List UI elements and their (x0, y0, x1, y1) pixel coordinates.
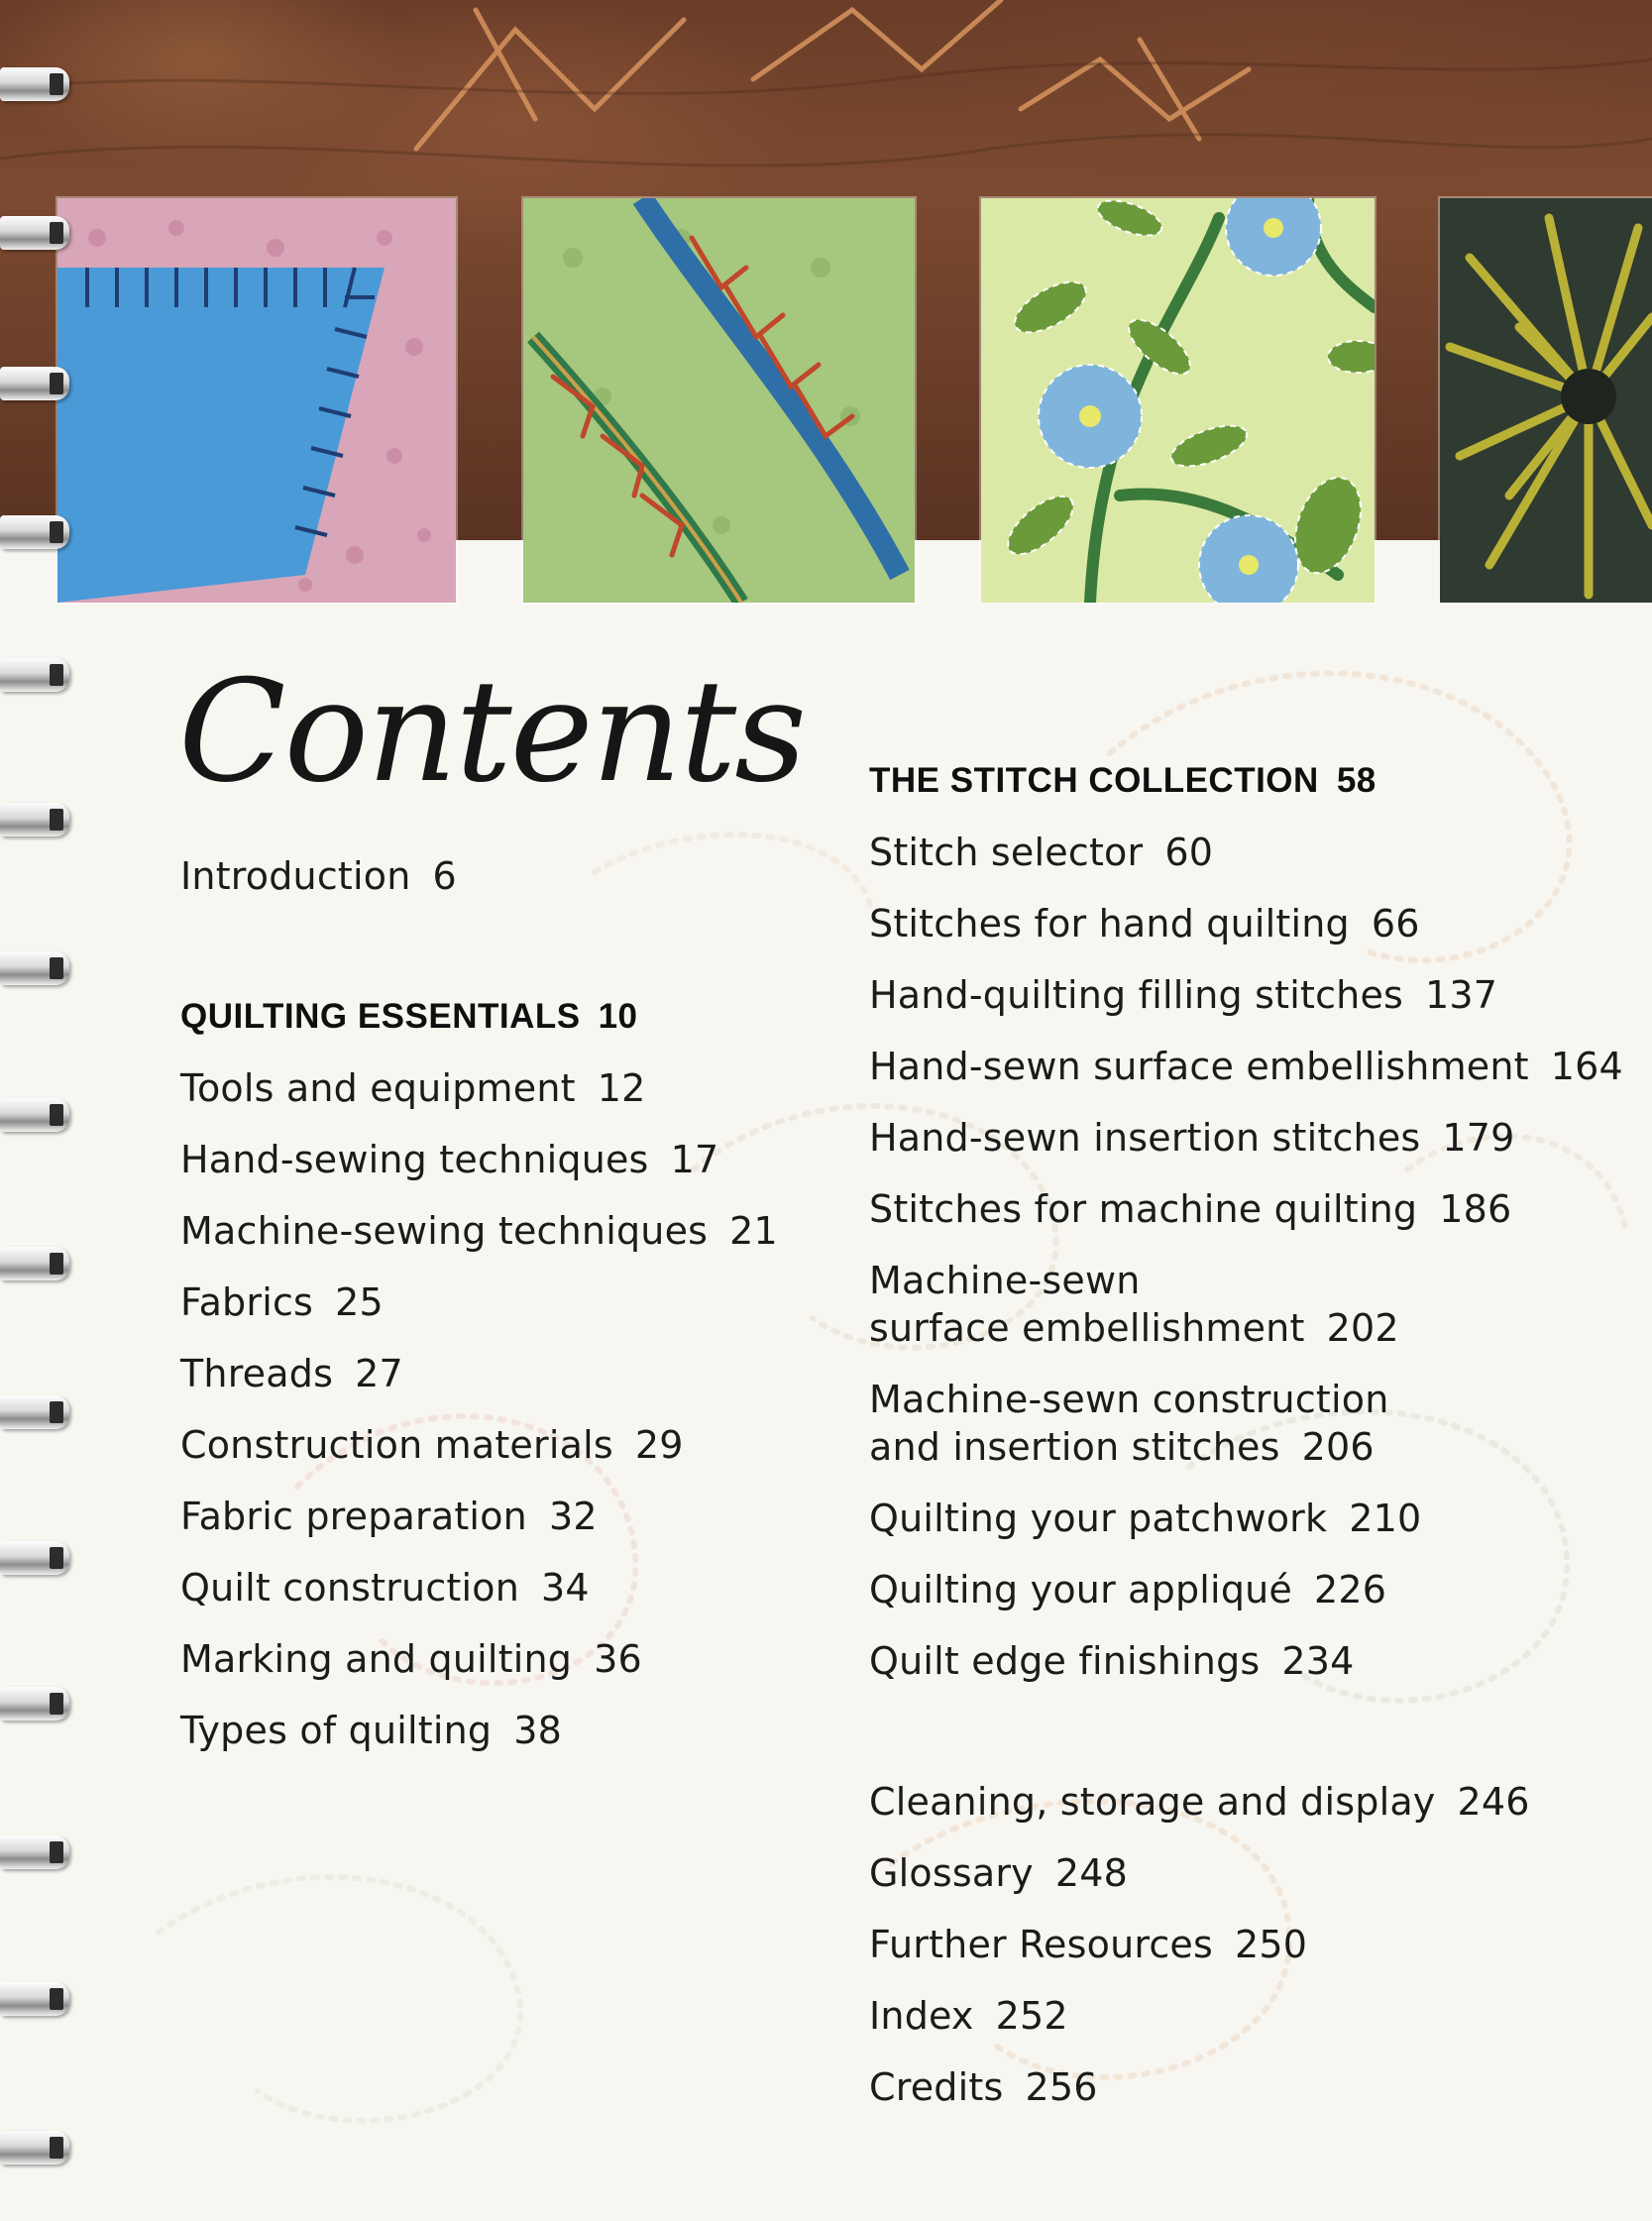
toc-entry-page: 256 (1025, 2065, 1098, 2109)
feather-stitch-swatch-icon (523, 198, 915, 603)
toc-entry-label: Quilt edge finishings (869, 1639, 1261, 1683)
toc-entry-page: 25 (335, 1280, 384, 1324)
toc-entry[interactable] (869, 1849, 1128, 1897)
section-heading-page: 10 (598, 997, 638, 1036)
toc-entry[interactable] (869, 1921, 1307, 1968)
toc-entry[interactable] (180, 1064, 645, 1112)
toc-entry-label: Credits (869, 2065, 1004, 2109)
toc-entry-label: Quilt construction (180, 1566, 520, 1610)
toc-entry-page: 6 (432, 854, 457, 898)
toc-entry-label: Marking and quilting (180, 1637, 573, 1681)
toc-entry-label: Machine-sewing techniques (180, 1209, 709, 1253)
binding-ring (0, 803, 69, 836)
toc-entry-page: 202 (1326, 1306, 1399, 1350)
toc-entry-page: 21 (729, 1209, 778, 1253)
binding-ring (0, 1835, 69, 1869)
binding-ring (0, 367, 69, 400)
toc-entry-label: Stitches for machine quilting (869, 1187, 1418, 1231)
binding-ring (0, 1395, 69, 1429)
toc-entry[interactable] (180, 1564, 590, 1611)
toc-entry-page: 206 (1301, 1425, 1375, 1469)
toc-entry[interactable] (869, 1992, 1068, 2040)
toc-entry-page: 17 (670, 1138, 719, 1181)
toc-entry[interactable] (180, 1493, 598, 1540)
toc-entry-continuation[interactable] (869, 1423, 1375, 1471)
binding-ring (0, 67, 69, 101)
toc-entry-label-line1: Machine-sewn (869, 1259, 1141, 1302)
toc-entry-label: Construction materials (180, 1423, 613, 1467)
toc-entry[interactable] (180, 1207, 778, 1255)
toc-entry[interactable] (869, 1637, 1355, 1685)
swatch-feather-stitch (523, 198, 915, 603)
toc-entry-page: 36 (594, 1637, 642, 1681)
toc-entry-page: 186 (1439, 1187, 1512, 1231)
toc-entry-label-line2: surface embellishment (869, 1306, 1305, 1350)
toc-entry-page: 38 (513, 1709, 563, 1752)
toc-entry[interactable] (869, 1185, 1511, 1233)
toc-entry-page: 66 (1371, 902, 1420, 945)
toc-entry-label: Hand-sewn surface embellishment (869, 1045, 1529, 1088)
toc-entry-label: Types of quilting (180, 1709, 493, 1752)
toc-entry[interactable] (180, 1278, 384, 1326)
binding-ring (0, 951, 69, 985)
toc-entry-page: 234 (1281, 1639, 1355, 1683)
toc-entry[interactable] (869, 1257, 1141, 1304)
toc-entry-label: Hand-sewing techniques (180, 1138, 649, 1181)
toc-entry-label-line1: Machine-sewn construction (869, 1378, 1389, 1421)
toc-entry-page: 246 (1457, 1780, 1530, 1824)
toc-entry[interactable] (869, 1566, 1386, 1613)
toc-entry-page: 248 (1054, 1851, 1128, 1895)
binding-ring (0, 216, 69, 250)
toc-entry-page: 29 (634, 1423, 684, 1467)
toc-entry[interactable] (180, 1421, 684, 1469)
toc-entry-label: Tools and equipment (180, 1066, 576, 1110)
toc-entry[interactable] (869, 900, 1420, 947)
toc-entry-label: Hand-quilting filling stitches (869, 973, 1404, 1017)
section-heading-label: QUILTING ESSENTIALS (180, 997, 581, 1036)
toc-entry-page: 12 (597, 1066, 646, 1110)
toc-entry-label: Glossary (869, 1851, 1034, 1895)
toc-entry-label: Stitch selector (869, 831, 1144, 874)
binding-ring (0, 2131, 69, 2165)
toc-entry-label: Threads (180, 1352, 334, 1395)
toc-entry-page: 137 (1425, 973, 1498, 1017)
toc-entry-label: Hand-sewn insertion stitches (869, 1116, 1421, 1160)
toc-entry[interactable] (869, 971, 1497, 1019)
toc-entry-label: Index (869, 1994, 974, 2038)
binding-ring (0, 1687, 69, 1721)
toc-entry-page: 34 (541, 1566, 590, 1610)
toc-entry-label: Quilting your appliqué (869, 1568, 1293, 1611)
page-title: Contents (178, 650, 806, 814)
toc-entry[interactable] (180, 1707, 562, 1754)
toc-entry[interactable] (869, 1043, 1623, 1090)
binding-ring (0, 658, 69, 692)
toc-entry-page: 27 (355, 1352, 403, 1395)
toc-entry-label: Quilting your patchwork (869, 1497, 1328, 1540)
section-heading-quilting-essentials[interactable] (180, 997, 638, 1037)
section-heading-page: 58 (1336, 761, 1377, 800)
toc-entry-label: Cleaning, storage and display (869, 1780, 1436, 1824)
toc-entry-page: 32 (548, 1495, 598, 1538)
toc-entry[interactable] (180, 1635, 642, 1683)
binding-ring (0, 1247, 69, 1280)
toc-entry-continuation[interactable] (869, 1304, 1399, 1352)
binding-ring (0, 515, 69, 549)
toc-entry-page: 250 (1235, 1923, 1308, 1966)
toc-entry-label: Introduction (180, 854, 411, 898)
spiral-binding (0, 0, 79, 2221)
toc-entry[interactable] (869, 2063, 1098, 2111)
toc-entry-page: 60 (1164, 831, 1214, 874)
toc-entry-label: Fabric preparation (180, 1495, 527, 1538)
toc-entry[interactable] (869, 1495, 1421, 1542)
toc-entry-introduction[interactable] (180, 852, 457, 900)
swatch-blanket-stitch (57, 198, 456, 603)
toc-entry[interactable] (869, 1778, 1530, 1826)
binding-ring (0, 1982, 69, 2016)
toc-entry-page: 226 (1314, 1568, 1387, 1611)
toc-entry-label-line2: and insertion stitches (869, 1425, 1280, 1469)
blanket-stitch-swatch-icon (57, 198, 456, 603)
toc-entry-page: 252 (995, 1994, 1068, 2038)
floral-applique-swatch-icon (981, 198, 1375, 603)
toc-entry[interactable] (869, 1114, 1515, 1162)
swatch-floral-applique (981, 198, 1375, 603)
toc-entry-page: 164 (1550, 1045, 1623, 1088)
section-heading-stitch-collection[interactable] (869, 761, 1377, 801)
binding-ring (0, 1541, 69, 1575)
couched-yarn-swatch-icon (1440, 198, 1652, 603)
section-heading-label: THE STITCH COLLECTION (869, 761, 1319, 800)
binding-ring (0, 1098, 69, 1132)
toc-entry[interactable] (869, 829, 1213, 876)
toc-entry[interactable] (180, 1350, 403, 1397)
toc-entry-label: Further Resources (869, 1923, 1214, 1966)
toc-entry-page: 210 (1349, 1497, 1422, 1540)
toc-entry-label: Fabrics (180, 1280, 314, 1324)
toc-entry[interactable] (869, 1376, 1389, 1423)
toc-entry[interactable] (180, 1136, 718, 1183)
toc-entry-label: Stitches for hand quilting (869, 902, 1350, 945)
swatch-couched-yarn (1440, 198, 1652, 603)
toc-entry-page: 179 (1442, 1116, 1515, 1160)
